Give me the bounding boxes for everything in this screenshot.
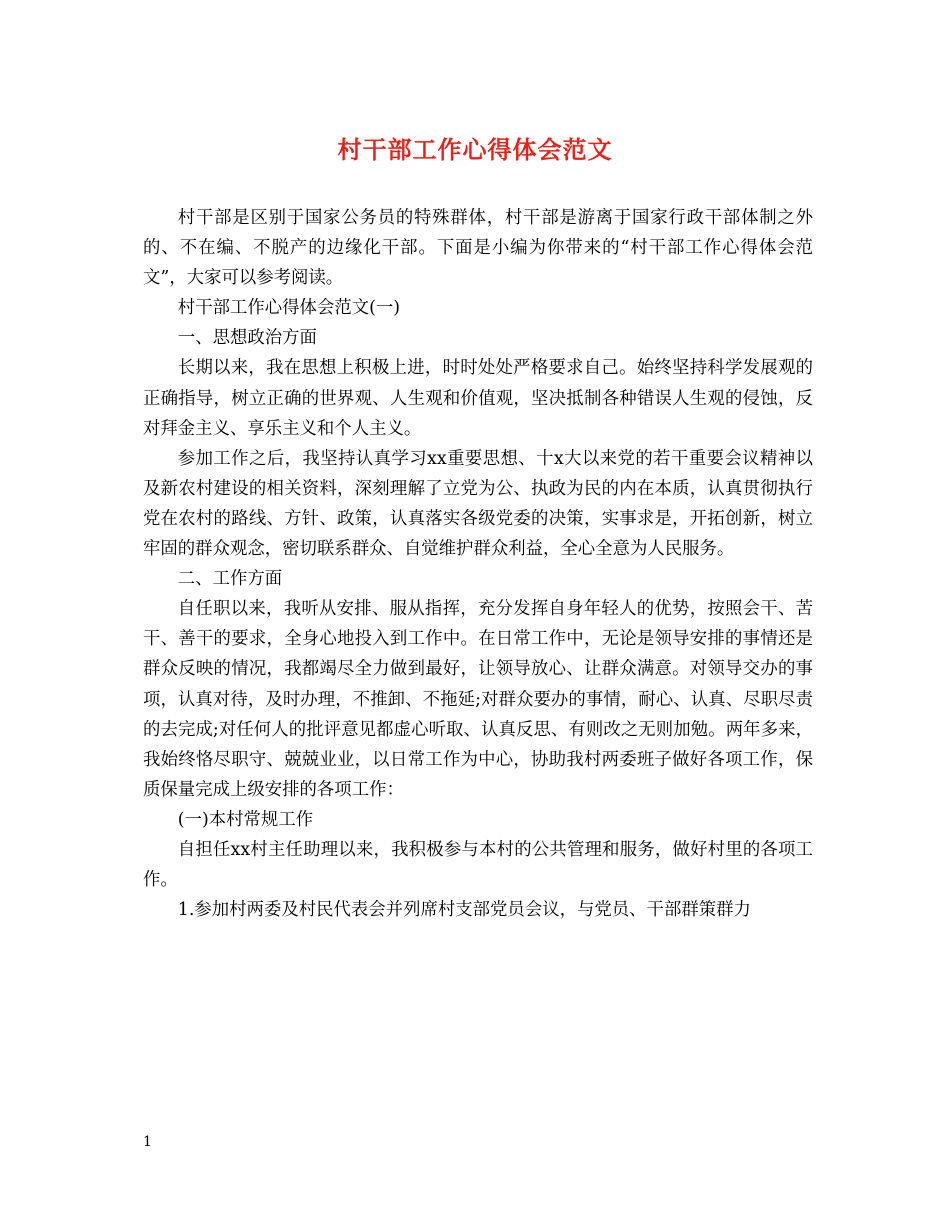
paragraph-heading-sample-one: 村干部工作心得体会范文(一) — [177, 298, 401, 319]
page-number: 1 — [143, 1134, 152, 1150]
paragraph-intro: 村干部是区别于国家公务员的特殊群体，村干部是游离于国家行政干部体制之外的、不在编、不脱产的边缘化干部。下面是小编为你带来的“村干部工作心得体会范文”，大家可以参考阅读。 — [143, 208, 813, 289]
paragraph-heading-routine-work: (一)本村常规工作 — [177, 809, 314, 830]
paragraph-work: 自任职以来，我听从安排、服从指挥，充分发挥自身年轻人的优势，按照会干、苦干、善干的要求，全身心地投入到工作中。在日常工作中，无论是领导安排的事情还是群众反映的情况，我都竭尽全力做到最好，让领导放心、让群众满意。对领导交办的事项，认真对待，及时办理，不推卸、不拖延;对群众要办的事情，耐心、认真、尽职尽责的去完成;对任何人的批评意见都虚心听取、认真反思、有则改之无则加勉。两年多来，我始终恪尽职守、兢兢业业，以日常工作为中心，协助我村两委班子做好各项工作，保质保量完成上级安排的各项工作： — [143, 599, 813, 800]
paragraph-heading-political-thought: 一、思想政治方面 — [177, 328, 317, 349]
paragraph-study: 参加工作之后，我坚持认真学习xx重要思想、十x大以来党的若干重要会议精神以及新农村建设的相关资料，深刻理解了立党为公、执政为民的内在本质，认真贯彻执行党在农村的路线、方针、政策，认真落实各级党委的决策，实事求是，开拓创新，树立牢固的群众观念，密切联系群众、自觉维护群众利益，全心全意为人民服务。 — [143, 448, 813, 560]
document-body — [143, 203, 813, 925]
paragraph-routine-work: 自担任xx村主任助理以来，我积极参与本村的公共管理和服务，做好村里的各项工作。 — [143, 839, 813, 891]
paragraph-political-thought: 长期以来，我在思想上积极上进，时时处处严格要求自己。始终坚持科学发展观的正确指导，树立正确的世界观、人生观和价值观，坚决抵制各种错误人生观的侵蚀，反对拜金主义、享乐主义和个人主义。 — [143, 358, 813, 439]
document-title: 村干部工作心得体会范文 — [337, 135, 613, 164]
paragraph-heading-work: 二、工作方面 — [177, 569, 283, 590]
paragraph-item-one: 1.参加村两委及村民代表会并列席村支部党员会议，与党员、干部群策群力 — [177, 900, 751, 921]
